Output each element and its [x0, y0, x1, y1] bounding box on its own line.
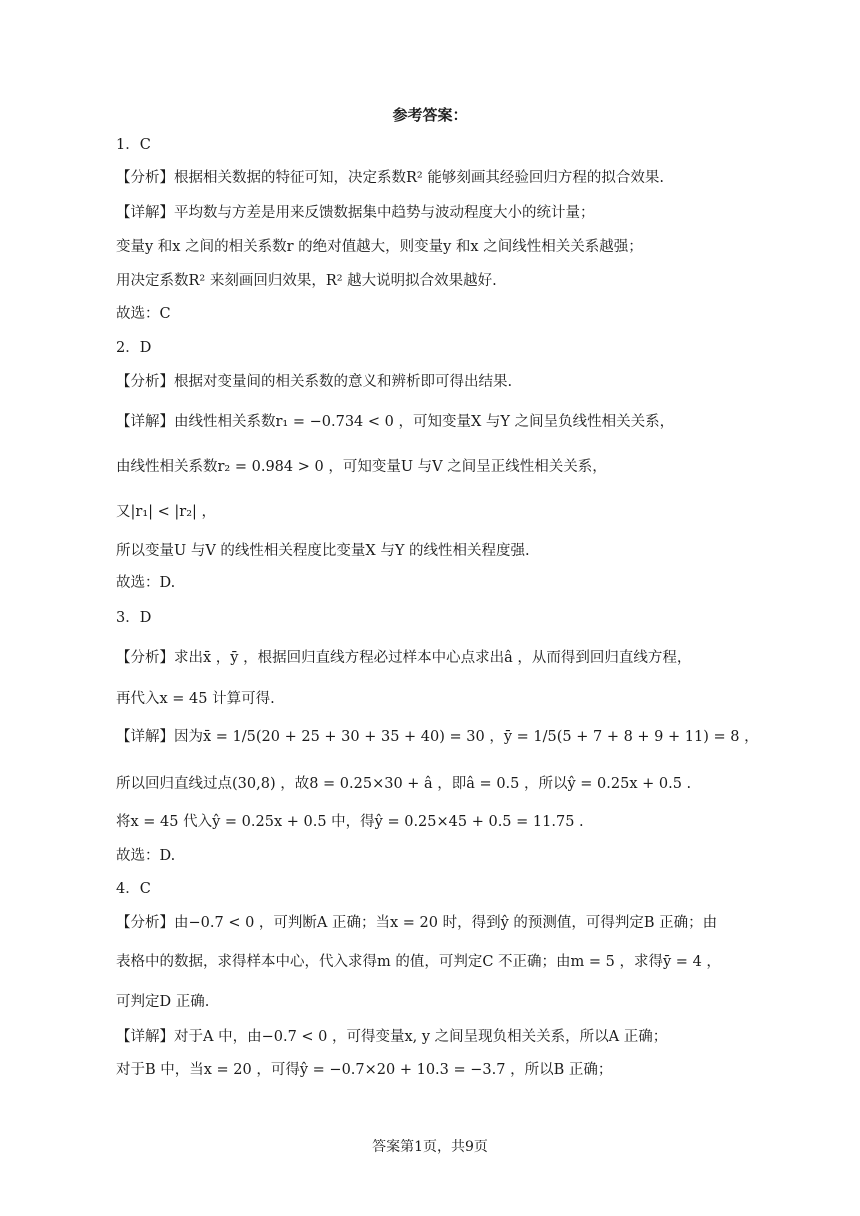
- answer-1-detail: 【详解】平均数与方差是用来反馈数据集中趋势与波动程度大小的统计量；: [116, 205, 595, 221]
- answer-3-detail: 【详解】因为x̄ = 1/5(20 + 25 + 30 + 35 + 40) = 30 ，ȳ = 1/5(5 + 7 + 8 + 9 + 11) = 8 ，: [116, 729, 759, 745]
- answer-4-detail: 【详解】对于A 中，由−0.7 < 0 ，可得变量x, y 之间呈现负相关关系，所以A 正确；: [116, 1029, 668, 1045]
- answer-2-choice: 故选：D.: [116, 575, 176, 591]
- answer-2-analysis: 【分析】根据对变量间的相关系数的意义和辨析即可得出结果.: [116, 374, 513, 390]
- answer-4-detail-line: 对于B 中，当x = 20 ，可得ŷ = −0.7×20 + 10.3 = −3.7 ，所以B 正确；: [116, 1062, 613, 1078]
- answer-2-heading: 2．D: [116, 340, 152, 356]
- answer-1-detail-line: 用决定系数R² 来刻画回归效果，R² 越大说明拟合效果越好.: [116, 273, 497, 289]
- page-title: 参考答案：: [392, 106, 468, 124]
- page-footer: 答案第1页，共9页: [372, 1139, 488, 1155]
- answer-1-choice: 故选：C: [116, 306, 171, 322]
- answer-3-heading: 3．D: [116, 610, 152, 626]
- answer-3-detail-line: 将x = 45 代入ŷ = 0.25x + 0.5 中，得ŷ = 0.25×45 + 0.5 = 11.75 .: [116, 814, 584, 830]
- answer-2-detail-line: 由线性相关系数r₂ = 0.984 > 0 ，可知变量U 与V 之间呈正线性相关关系，: [116, 459, 607, 475]
- answer-3-analysis-line: 再代入x = 45 计算可得.: [116, 691, 275, 707]
- answer-4-analysis: 【分析】由−0.7 < 0 ，可判断A 正确；当x = 20 时，得到ŷ 的预测值，可得判定B 正确；由: [116, 915, 718, 931]
- answer-4-analysis-line: 可判定D 正确.: [116, 994, 210, 1010]
- answer-1-heading: 1．C: [116, 137, 151, 153]
- answer-4-analysis-line: 表格中的数据，求得样本中心，代入求得m 的值，可判定C 不正确；由m = 5 ，求得ȳ = 4 ，: [116, 954, 721, 970]
- answer-2-detail: 【详解】由线性相关系数r₁ = −0.734 < 0 ，可知变量X 与Y 之间呈负线性相关关系，: [116, 414, 675, 430]
- answer-3-choice: 故选：D.: [116, 848, 176, 864]
- answer-3-analysis: 【分析】求出x̄ ，ȳ ，根据回归直线方程必过样本中心点求出â ，从而得到回归直线方程，: [116, 650, 692, 666]
- answer-1-detail-line: 变量y 和x 之间的相关系数r 的绝对值越大，则变量y 和x 之间线性相关关系越强；: [116, 239, 643, 255]
- answer-3-detail-line: 所以回归直线过点(30,8) ，故8 = 0.25×30 + â ，即â = 0.5 ，所以ŷ = 0.25x + 0.5 .: [116, 776, 692, 792]
- answer-2-detail-line: 又|r₁| < |r₂| ，: [116, 504, 217, 520]
- answer-2-detail-line: 所以变量U 与V 的线性相关程度比变量X 与Y 的线性相关程度强.: [116, 543, 530, 559]
- answer-1-analysis: 【分析】根据相关数据的特征可知，决定系数R² 能够刻画其经验回归方程的拟合效果.: [116, 170, 664, 186]
- answer-4-heading: 4．C: [116, 881, 151, 897]
